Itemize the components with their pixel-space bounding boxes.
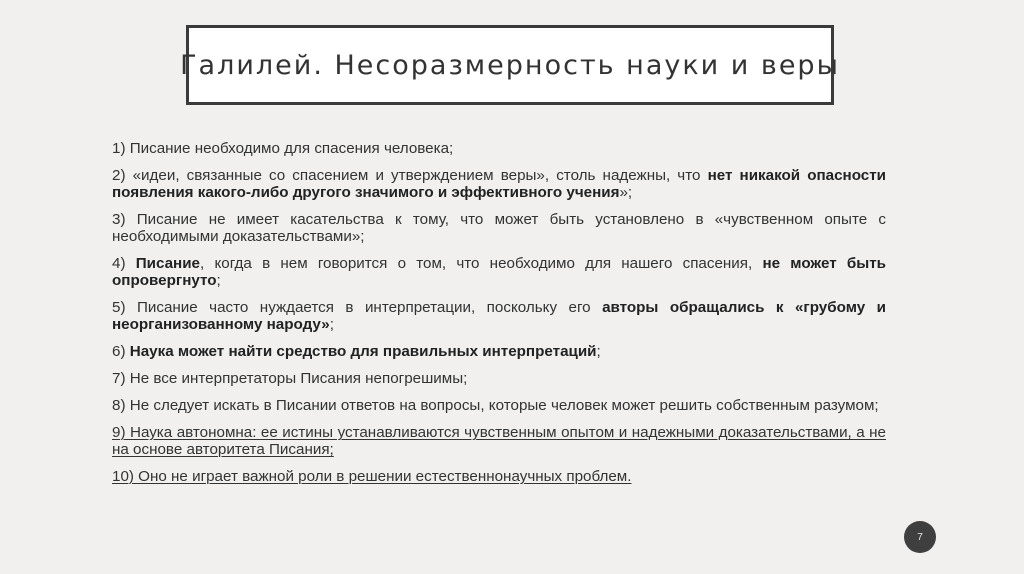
item-5-text: 5) Писание часто нуждается в интерпретации, поскольку его [112, 299, 603, 316]
item-6-end: ; [596, 343, 601, 360]
list-item-7 [112, 370, 886, 387]
list-item-5 [112, 299, 886, 333]
item-2-end: »; [619, 184, 633, 201]
item-4-text: 4) [112, 255, 136, 272]
item-9-text: 9) Наука автономна: ее истины устанавливаются чувственным опытом и надежными доказательствами, а не на основе авторитета Писания; [112, 424, 886, 458]
item-6-text: 6) [112, 343, 130, 360]
list-item-3 [112, 211, 886, 245]
item-4-bold-a: Писание [135, 255, 201, 272]
item-4-end: ; [216, 272, 221, 289]
item-2-text: 2) «идеи, связанные со спасением и утверждением веры», столь надежны, что [112, 167, 708, 184]
item-1-text: 1) Писание необходимо для спасения человека; [112, 140, 454, 157]
item-6-bold: Наука может найти средство для правильных интерпретаций [129, 343, 597, 360]
content-list [112, 140, 886, 495]
item-5-bold: авторы обращались к «грубому и неорганизованному народу» [112, 299, 886, 333]
list-item-10 [112, 468, 886, 485]
item-4-bold-b: не может быть опровергнуто [112, 255, 886, 289]
list-item-4 [112, 255, 886, 289]
list-item-6 [112, 343, 886, 360]
list-item-8 [112, 397, 886, 414]
item-2-bold: нет никакой опасности появления какого-либо другого значимого и эффективного учения [112, 167, 887, 201]
title-box [180, 25, 840, 105]
item-4-mid: , когда в нем говорится о том, что необходимо для нашего спасения, [200, 255, 763, 272]
list-item-1 [112, 140, 886, 157]
page-number: 7 [917, 531, 923, 543]
item-7-text: 7) Не все интерпретаторы Писания непогрешимы; [112, 370, 468, 387]
item-10-text: 10) Оно не играет важной роли в решении естественнонаучных проблем. [112, 468, 632, 485]
item-5-end: ; [329, 316, 334, 333]
item-8-text: 8) Не следует искать в Писании ответов на вопросы, которые человек может решить собственным разумом; [112, 397, 879, 414]
list-item-9 [112, 424, 886, 458]
slide-title: Галилей. Несоразмерность науки и веры [180, 49, 840, 81]
item-3-text: 3) Писание не имеет касательства к тому, что может быть установлено в «чувственном опыте с необходимыми доказательствами»; [112, 211, 886, 245]
list-item-2 [112, 167, 886, 201]
page-number-badge [904, 521, 936, 553]
